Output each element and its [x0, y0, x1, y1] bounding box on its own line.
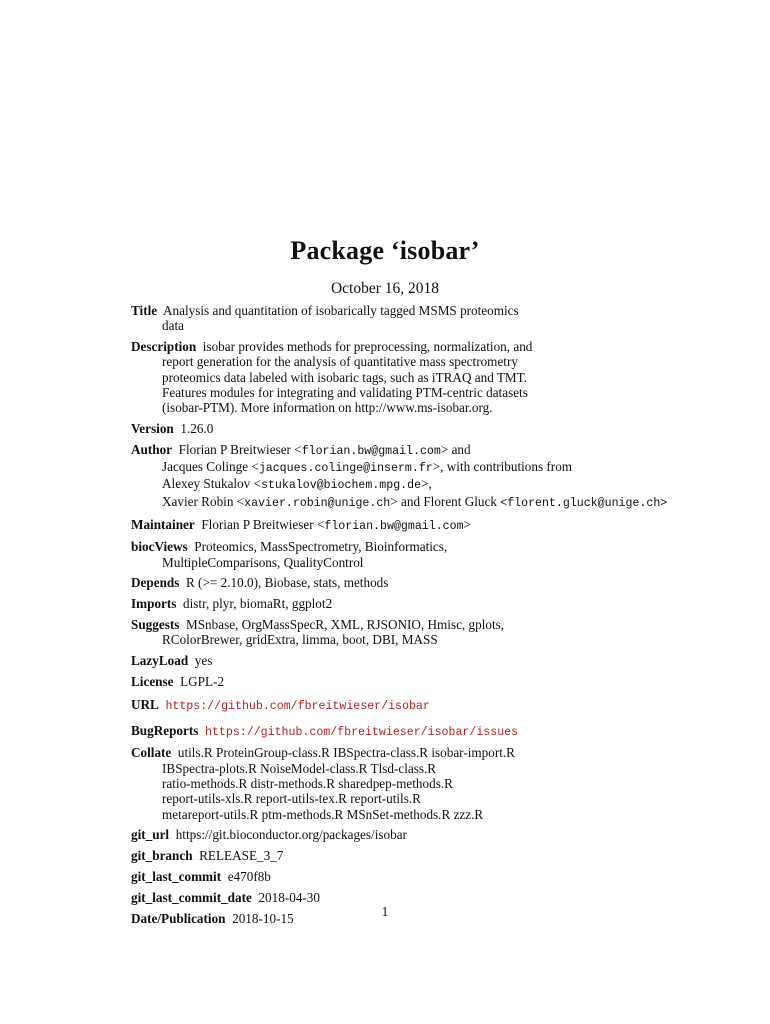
author-text: Alexey Stukalov < — [162, 476, 262, 492]
author-email[interactable]: <florent.gluck@unige.ch> — [500, 496, 668, 510]
field-value: report generation for the analysis of quantitative mass spectrometry — [162, 354, 518, 370]
field-value: metareport-utils.R ptm-methods.R MSnSet-methods.R zzz.R — [162, 806, 484, 822]
url-link[interactable]: https://github.com/fbreitwieser/isobar — [165, 700, 430, 714]
field-maintainer — [131, 517, 741, 534]
field-value: https://git.bioconductor.org/packages/isobar — [175, 827, 407, 843]
field-key: Title — [131, 303, 158, 318]
field-value: 2018-04-30 — [258, 889, 320, 905]
field-value: Features modules for integrating and validating PTM-centric datasets — [162, 384, 528, 400]
field-version — [131, 421, 741, 436]
field-value: RELEASE_3_7 — [199, 848, 284, 864]
field-git-branch — [131, 848, 741, 863]
field-suggests — [131, 617, 741, 648]
field-lazyload — [131, 653, 741, 668]
field-value: 1.26.0 — [180, 421, 214, 437]
field-bugreports — [131, 723, 741, 740]
field-key: git_branch — [131, 848, 193, 864]
field-git-last-commit-date — [131, 890, 741, 905]
package-title: Package ‘isobar’ — [290, 236, 480, 265]
field-key: Collate — [131, 745, 172, 761]
field-key: Description — [131, 339, 197, 355]
field-title — [131, 303, 741, 334]
field-key: BugReports — [131, 722, 199, 738]
field-value: MSnbase, OrgMassSpecR, XML, RJSONIO, Hmisc, gplots, — [185, 617, 505, 633]
package-date: October 16, 2018 — [330, 280, 440, 297]
author-text: >, — [421, 476, 432, 492]
maintainer-text: Florian P Breitwieser < — [201, 516, 325, 532]
field-key: LazyLoad — [131, 653, 189, 669]
description-fields — [131, 303, 741, 931]
author-email[interactable]: xavier.robin@unige.ch — [244, 496, 391, 510]
field-key: License — [131, 673, 174, 689]
field-key: git_last_commit — [131, 868, 222, 884]
author-text: >, with contributions from — [432, 459, 573, 475]
field-biocviews — [131, 539, 741, 570]
author-text: > and — [440, 441, 471, 457]
field-value: proteomics data labeled with isobaric tags, such as iTRAQ and TMT. — [162, 369, 528, 385]
field-value: LGPL-2 — [180, 673, 225, 689]
field-key: Depends — [131, 575, 180, 591]
field-imports — [131, 596, 741, 611]
field-value: 2018-10-15 — [232, 910, 294, 926]
field-value: e470f8b — [227, 868, 271, 884]
author-text: Jacques Colinge < — [162, 459, 259, 475]
field-value: (isobar-PTM). More information on http://www.ms-isobar.org. — [162, 400, 493, 416]
field-key: git_last_commit_date — [131, 889, 252, 905]
field-key: Maintainer — [131, 516, 195, 532]
field-value: data — [162, 318, 184, 334]
author-text: Florian P Breitwieser < — [178, 441, 302, 457]
page-number: 1 — [381, 904, 389, 919]
field-key: biocViews — [131, 539, 188, 555]
field-value: report-utils-xls.R report-utils-tex.R report-utils.R — [162, 791, 421, 807]
maintainer-text: > — [463, 516, 471, 532]
field-value: MultipleComparisons, QualityControl — [162, 554, 364, 570]
author-email[interactable]: jacques.colinge@inserm.fr — [258, 462, 433, 476]
bugreports-link[interactable]: https://github.com/fbreitwieser/isobar/issues — [205, 725, 519, 739]
field-author — [131, 442, 741, 511]
field-value: distr, plyr, biomaRt, ggplot2 — [183, 596, 333, 612]
author-text: Xavier Robin < — [162, 493, 245, 509]
field-git-last-commit — [131, 869, 741, 884]
field-key: Date/Publication — [131, 910, 226, 926]
field-key: Author — [131, 441, 173, 457]
author-text: > and Florent Gluck — [390, 493, 501, 509]
field-value: Proteomics, MassSpectrometry, Bioinformatics, — [194, 539, 448, 555]
maintainer-email[interactable]: florian.bw@gmail.com — [324, 519, 464, 533]
field-collate — [131, 745, 741, 821]
author-email[interactable]: stukalov@biochem.mpg.de — [261, 479, 422, 493]
field-value: R (>= 2.10.0), Biobase, stats, methods — [185, 575, 389, 591]
field-key: Suggests — [131, 617, 180, 633]
field-description — [131, 339, 741, 415]
field-value: utils.R ProteinGroup-class.R IBSpectra-class.R isobar-import.R — [177, 745, 515, 761]
field-key: URL — [131, 697, 159, 713]
field-key: Version — [131, 421, 174, 437]
field-depends — [131, 575, 741, 590]
field-git-url — [131, 827, 741, 842]
author-email[interactable]: florian.bw@gmail.com — [301, 444, 441, 458]
field-value: isobar provides methods for preprocessing, normalization, and — [202, 339, 533, 355]
field-value: Analysis and quantitation of isobarically tagged MSMS proteomics — [163, 303, 519, 318]
field-value: RColorBrewer, gridExtra, limma, boot, DBI, MASS — [162, 632, 438, 648]
field-value: IBSpectra-plots.R NoiseModel-class.R Tlsd-class.R — [162, 760, 437, 776]
field-url — [131, 697, 741, 714]
field-value: yes — [194, 653, 213, 669]
field-key: git_url — [131, 827, 170, 843]
field-license — [131, 674, 741, 689]
field-key: Imports — [131, 596, 177, 612]
field-value: ratio-methods.R distr-methods.R sharedpep-methods.R — [162, 775, 453, 791]
